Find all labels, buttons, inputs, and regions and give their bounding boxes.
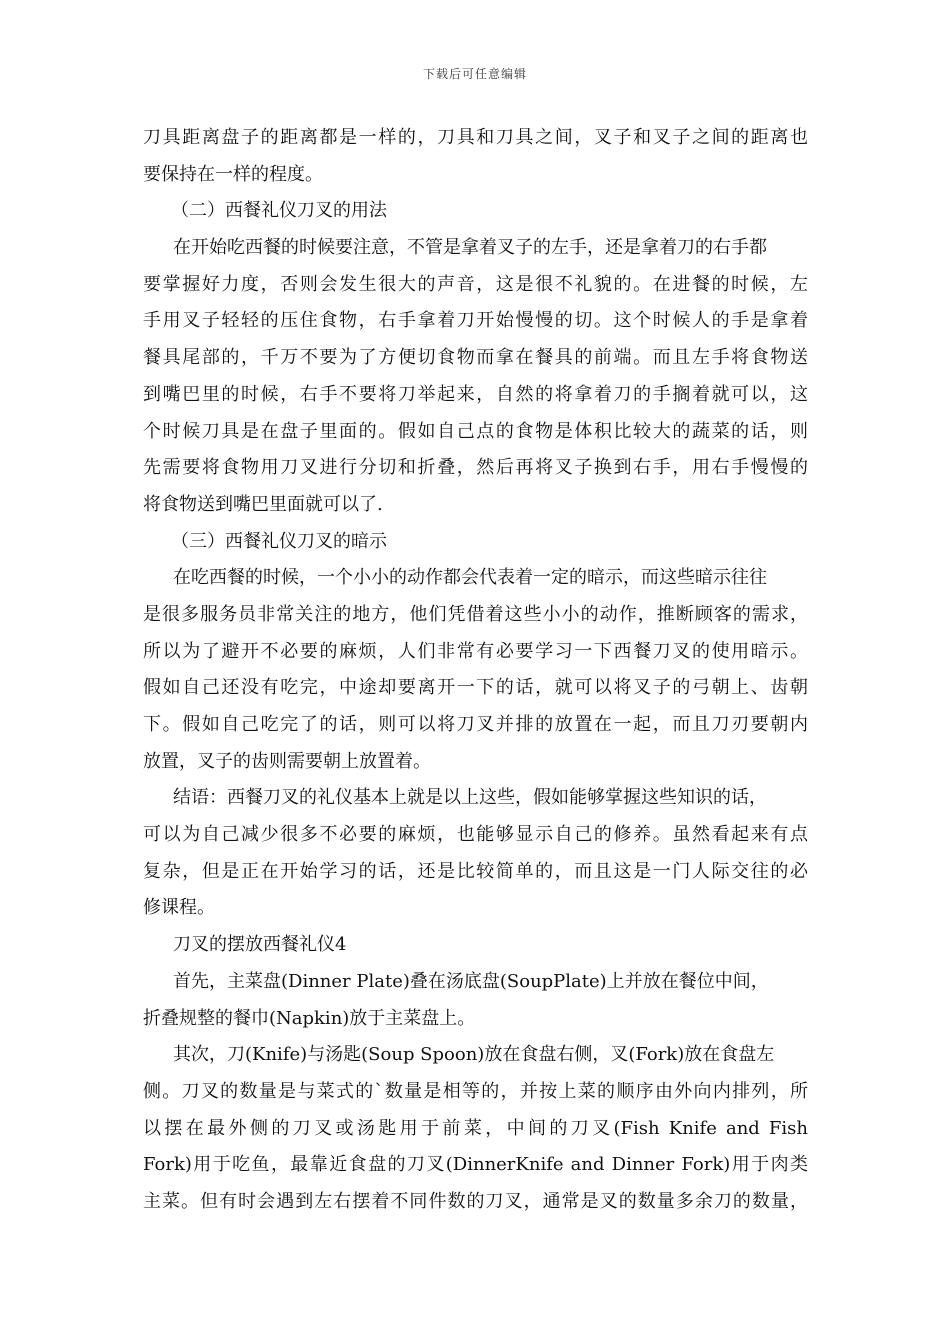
paragraph-line: 以摆在最外侧的刀叉或汤匙用于前菜，中间的刀叉(Fish Knife and Fish <box>143 1117 808 1139</box>
paragraph-line: 要掌握好力度，否则会发生很大的声音，这是很不礼貌的。在进餐的时候，左 <box>143 273 808 295</box>
paragraph-line: 修课程。 <box>143 897 215 919</box>
paragraph-line: Fork)用于吃鱼，最靠近食盘的刀叉(DinnerKnife and Dinner Fork)用于肉类 <box>143 1154 808 1176</box>
paragraph-line: 刀叉的摆放西餐礼仪4 <box>173 934 347 956</box>
paragraph-line: 到嘴巴里的时候，右手不要将刀举起来，自然的将拿着刀的手搁着就可以，这 <box>143 383 808 405</box>
paragraph-line: 首先，主菜盘(Dinner Plate)叠在汤底盘(SoupPlate)上并放在餐位中间， <box>173 970 769 992</box>
paragraph-line: 先需要将食物用刀叉进行分切和折叠，然后再将叉子换到右手，用右手慢慢的 <box>143 457 808 479</box>
paragraph-line: 要保持在一样的程度。 <box>143 163 323 185</box>
paragraph-line: 折叠规整的餐巾(Napkin)放于主菜盘上。 <box>143 1007 476 1029</box>
section-heading: （三）西餐礼仪刀叉的暗示 <box>171 530 387 552</box>
section-heading: （二）西餐礼仪刀叉的用法 <box>171 200 387 222</box>
paragraph-line: 手用叉子轻轻的压住食物，右手拿着刀开始慢慢的切。这个时候人的手是拿着 <box>143 310 808 332</box>
paragraph-line: 结语：西餐刀叉的礼仪基本上就是以上这些，假如能够掌握这些知识的话， <box>173 787 767 809</box>
paragraph-line: 将食物送到嘴巴里面就可以了. <box>143 493 383 515</box>
paragraph-line: 下。假如自己吃完了的话，则可以将刀叉并排的放置在一起，而且刀刃要朝内 <box>143 714 808 735</box>
paragraph-line: 是很多服务员非常关注的地方，他们凭借着这些小小的动作，推断顾客的需求， <box>143 603 808 625</box>
paragraph-line: 其次，刀(Knife)与汤匙(Soup Spoon)放在食盘右侧，叉(Fork)放在食盘左 <box>173 1044 775 1066</box>
paragraph-line: 可以为自己减少很多不必要的麻烦，也能够显示自己的修养。虽然看起来有点 <box>143 824 808 846</box>
paragraph-line: 放置，叉子的齿则需要朝上放置着。 <box>143 750 431 772</box>
paragraph-line: 刀具距离盘子的距离都是一样的，刀具和刀具之间，叉子和叉子之间的距离也 <box>143 127 808 148</box>
paragraph-line: 所以为了避开不必要的麻烦，人们非常有必要学习一下西餐刀叉的使用暗示。 <box>143 640 808 662</box>
paragraph-line: 在开始吃西餐的时候要注意，不管是拿着叉子的左手，还是拿着刀的右手都 <box>173 237 767 259</box>
document-body <box>143 120 808 1221</box>
paragraph-line: 在吃西餐的时候，一个小小的动作都会代表着一定的暗示，而这些暗示往往 <box>173 567 767 589</box>
paragraph-line: 复杂，但是正在开始学习的话，还是比较简单的，而且这是一门人际交往的必 <box>143 860 808 882</box>
paragraph-line: 主菜。但有时会遇到左右摆着不同件数的刀叉，通常是叉的数量多余刀的数量， <box>143 1190 808 1212</box>
paragraph-line: 侧。刀叉的数量是与菜式的`数量是相等的，并按上菜的顺序由外向内排列，所 <box>143 1080 808 1102</box>
page-header-note: 下载后可任意编辑 <box>422 67 527 81</box>
paragraph-line: 假如自己还没有吃完，中途却要离开一下的话，就可以将叉子的弓朝上、齿朝 <box>143 677 808 699</box>
paragraph-line: 个时候刀具是在盘子里面的。假如自己点的食物是体积比较大的蔬菜的话，则 <box>143 420 808 442</box>
paragraph-line: 餐具尾部的，千万不要为了方便切食物而拿在餐具的前端。而且左手将食物送 <box>143 347 808 369</box>
